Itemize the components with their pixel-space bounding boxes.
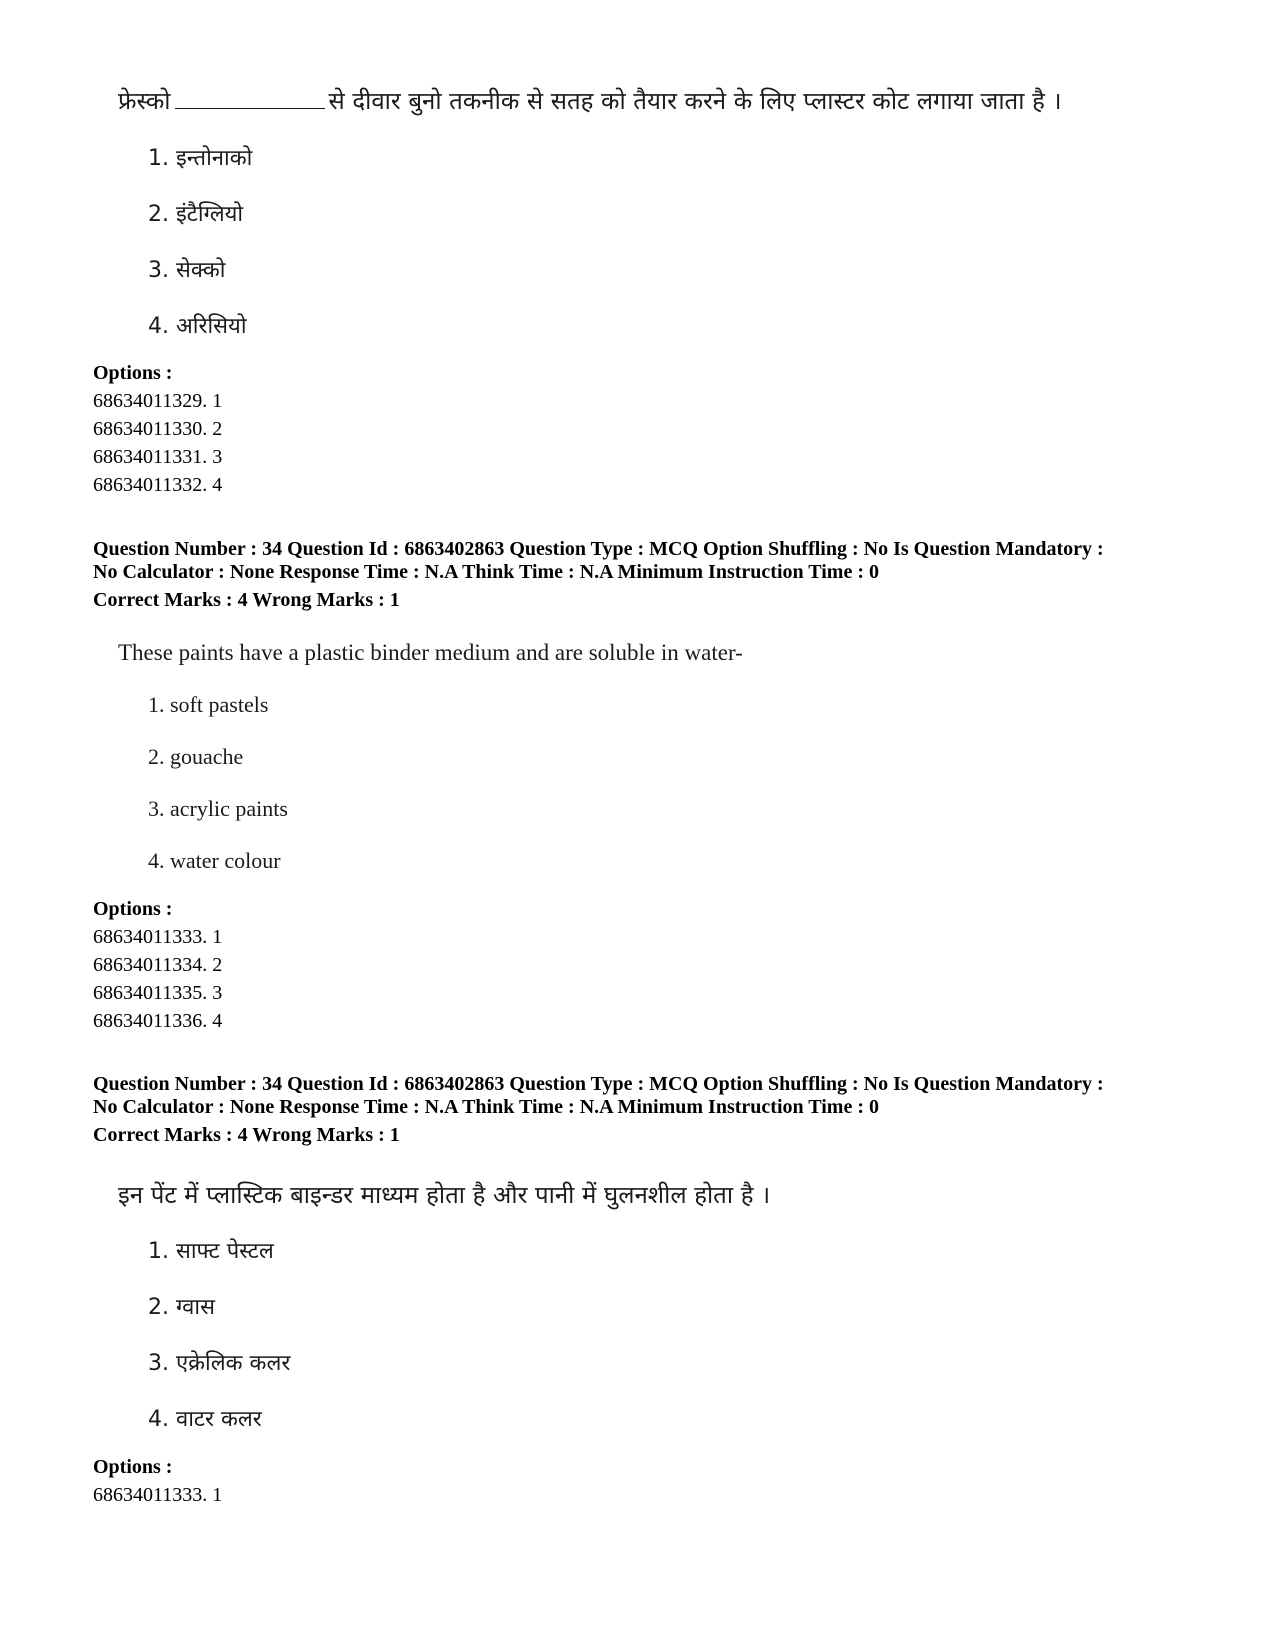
option-id-line: 68634011335. 3 [93, 982, 223, 1004]
question-stem-hindi-fresco [118, 84, 1062, 117]
choice-item: 4. water colour [148, 848, 281, 873]
option-id-line: 68634011330. 2 [93, 418, 223, 440]
question-meta-line: Question Number : 34 Question Id : 6863402863 Question Type : MCQ Option Shuffling : No Is Question Mandatory : [93, 538, 1104, 560]
question-meta-line: No Calculator : None Response Time : N.A Think Time : N.A Minimum Instruction Time : 0 [93, 1096, 879, 1118]
choice-item: 1. soft pastels [148, 692, 269, 717]
question-marks-line: Correct Marks : 4 Wrong Marks : 1 [93, 1124, 400, 1146]
choice-item: 1. साफ्ट पेस्टल [148, 1239, 274, 1264]
option-id-line: 68634011329. 1 [93, 390, 223, 412]
choice-item: 2. gouache [148, 744, 244, 769]
question-stem-hindi: इन पेंट में प्लास्टिक बाइन्डर माध्यम होता है और पानी में घुलनशील होता है । [118, 1181, 771, 1209]
option-id-line: 68634011334. 2 [93, 954, 223, 976]
choice-item: 4. अरिसियो [148, 314, 247, 339]
question-meta-line: Question Number : 34 Question Id : 6863402863 Question Type : MCQ Option Shuffling : No Is Question Mandatory : [93, 1073, 1104, 1095]
stem-text-before: फ्रेस्को [118, 87, 171, 115]
choice-item: 2. ग्वास [148, 1295, 215, 1320]
option-id-line: 68634011331. 3 [93, 446, 223, 468]
options-label: Options : [93, 362, 173, 384]
stem-text-after: से दीवार बुनो तकनीक से सतह को तैयार करने के लिए प्लास्टर कोट लगाया जाता है । [328, 87, 1062, 115]
choice-item: 4. वाटर कलर [148, 1407, 262, 1432]
choice-item: 3. सेक्को [148, 258, 226, 283]
choice-item: 1. इन्तोनाको [148, 146, 253, 171]
option-id-line: 68634011333. 1 [93, 1484, 223, 1506]
option-id-line: 68634011332. 4 [93, 474, 223, 496]
option-id-line: 68634011333. 1 [93, 926, 223, 948]
choice-item: 3. एक्रेलिक कलर [148, 1351, 291, 1376]
choice-item: 3. acrylic paints [148, 796, 288, 821]
question-stem-english: These paints have a plastic binder medium and are soluble in water- [118, 640, 743, 665]
question-meta-line: No Calculator : None Response Time : N.A Think Time : N.A Minimum Instruction Time : 0 [93, 561, 879, 583]
question-marks-line: Correct Marks : 4 Wrong Marks : 1 [93, 589, 400, 611]
fill-in-blank [175, 86, 325, 109]
options-label: Options : [93, 1456, 173, 1478]
option-id-line: 68634011336. 4 [93, 1010, 223, 1032]
choice-item: 2. इंटैग्लियो [148, 202, 244, 227]
options-label: Options : [93, 898, 173, 920]
